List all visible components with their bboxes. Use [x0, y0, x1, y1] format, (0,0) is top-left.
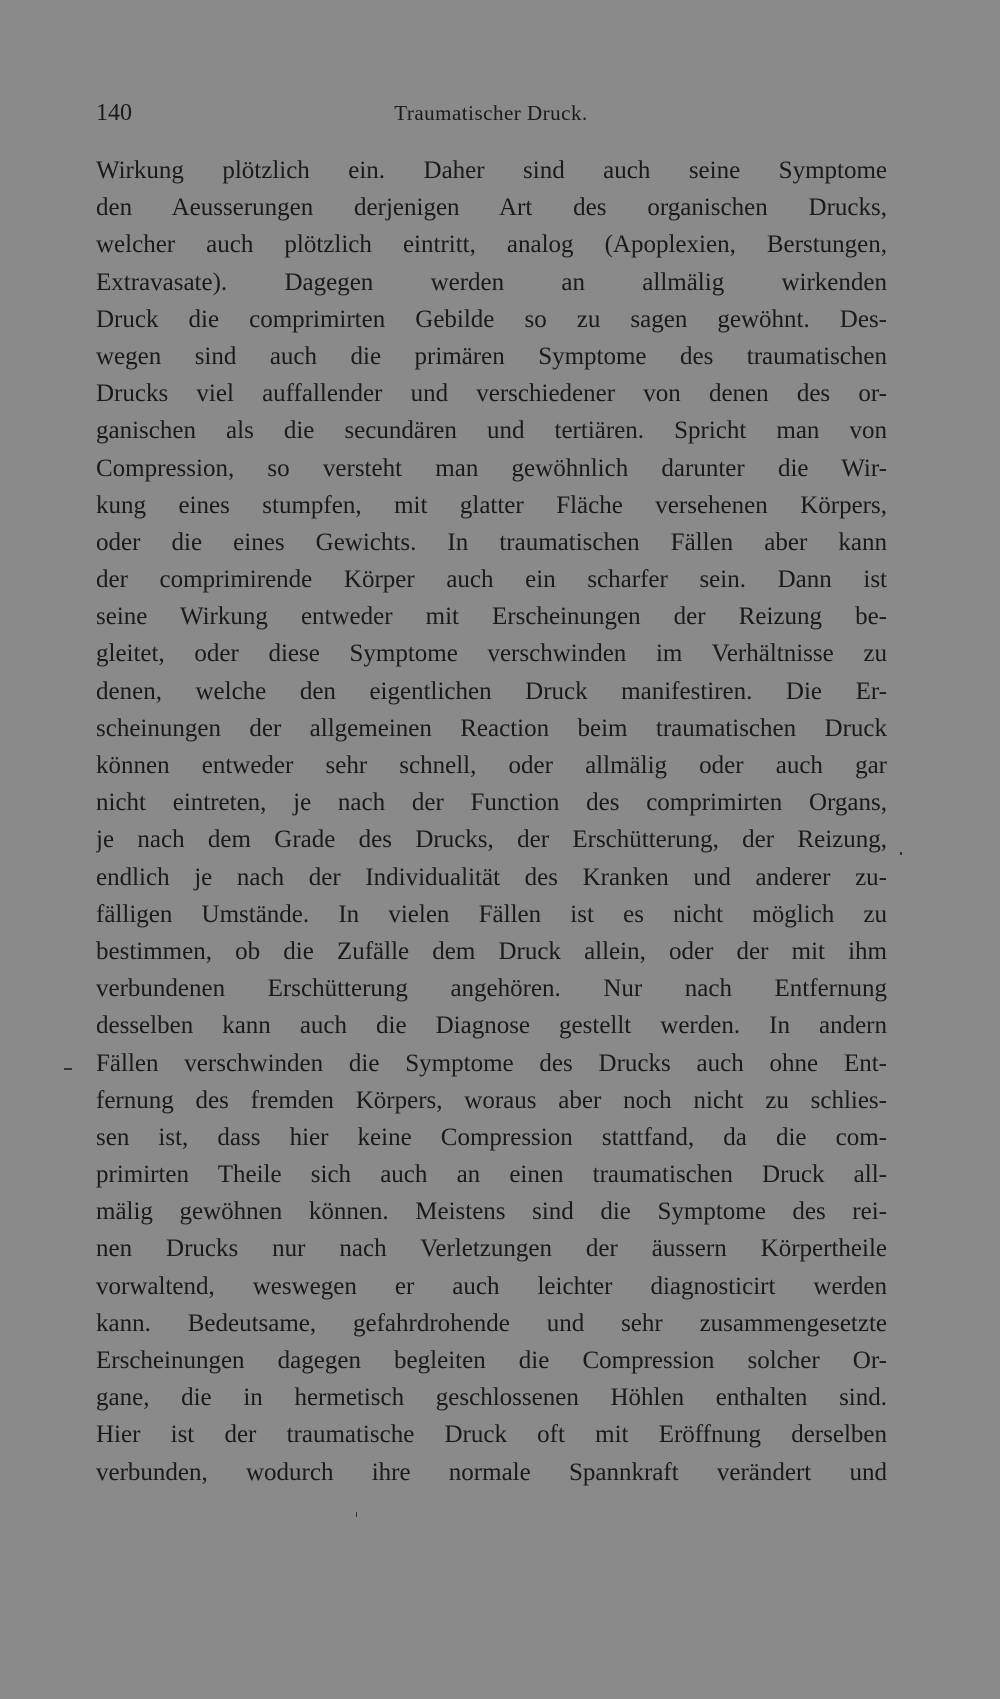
- text-line: verbundenen Erschütterung angehören. Nur nach Entfernung: [96, 975, 887, 1003]
- text-line: seine Wirkung entweder mit Erscheinungen der Reizung be-: [96, 603, 887, 631]
- text-line: gleitet, oder diese Symptome verschwinden im Verhältnisse zu: [96, 640, 887, 668]
- text-line: Wirkung plötzlich ein. Daher sind auch seine Symptome: [96, 157, 887, 184]
- text-line: primirten Theile sich auch an einen traumatischen Druck all-: [96, 1161, 887, 1189]
- scan-speck: [900, 852, 902, 855]
- text-line: gane, die in hermetisch geschlossenen Höhlen enthalten sind.: [96, 1384, 887, 1412]
- text-line: bestimmen, ob die Zufälle dem Druck allein, oder der mit ihm: [96, 937, 887, 965]
- text-line: endlich je nach der Individualität des Kranken und anderer zu-: [96, 863, 887, 891]
- text-line: den Aeusserungen derjenigen Art des organischen Drucks,: [96, 194, 887, 222]
- scan-speck: [64, 1068, 72, 1070]
- text-line: denen, welche den eigentlichen Druck manifestiren. Die Er-: [96, 677, 887, 705]
- text-line: kung eines stumpfen, mit glatter Fläche versehenen Körpers,: [96, 491, 887, 519]
- page-number: 140: [96, 100, 132, 126]
- text-line: Erscheinungen dagegen begleiten die Compression solcher Or-: [96, 1347, 887, 1374]
- text-line: Compression, so versteht man gewöhnlich darunter die Wir-: [96, 454, 887, 482]
- text-line: je nach dem Grade des Drucks, der Erschütterung, der Reizung,: [96, 826, 887, 854]
- text-line: fernung des fremden Körpers, woraus aber noch nicht zu schlies-: [96, 1086, 887, 1114]
- text-line: scheinungen der allgemeinen Reaction beim traumatischen Druck: [96, 714, 887, 742]
- text-line: Drucks viel auffallender und verschiedener von denen des or-: [96, 380, 887, 408]
- text-line: nicht eintreten, je nach der Function des comprimirten Organs,: [96, 789, 887, 817]
- text-line: desselben kann auch die Diagnose gestellt werden. In andern: [96, 1012, 887, 1040]
- text-line: sen ist, dass hier keine Compression stattfand, da die com-: [96, 1123, 887, 1151]
- text-line: nen Drucks nur nach Verletzungen der äussern Körpertheile: [96, 1235, 887, 1263]
- text-line: wegen sind auch die primären Symptome des traumatischen: [96, 342, 887, 370]
- scan-speck: [356, 1512, 357, 1517]
- text-line: vorwaltend, weswegen er auch leichter diagnosticirt werden: [96, 1272, 887, 1300]
- text-line: mälig gewöhnen können. Meistens sind die Symptome des rei-: [96, 1198, 887, 1226]
- text-line: ganischen als die secundären und tertiären. Spricht man von: [96, 417, 887, 445]
- text-line: Fällen verschwinden die Symptome des Drucks auch ohne Ent-: [96, 1049, 887, 1077]
- text-line: oder die eines Gewichts. In traumatischen Fällen aber kann: [96, 528, 887, 556]
- text-line: der comprimirende Körper auch ein scharfer sein. Dann ist: [96, 566, 887, 594]
- text-line: Hier ist der traumatische Druck oft mit Eröffnung derselben: [96, 1421, 887, 1449]
- text-line: können entweder sehr schnell, oder allmälig oder auch gar: [96, 752, 887, 779]
- running-title: Traumatischer Druck.: [394, 101, 588, 125]
- text-line: welcher auch plötzlich eintritt, analog (Apoplexien, Berstungen,: [96, 231, 887, 259]
- text-line: kann. Bedeutsame, gefahrdrohende und sehr zusammengesetzte: [96, 1309, 887, 1337]
- text-line: Extravasate). Dagegen werden an allmälig wirkenden: [96, 268, 887, 296]
- text-line: verbunden, wodurch ihre normale Spannkraft verändert und: [96, 1458, 887, 1486]
- body-text: [96, 152, 887, 1491]
- text-line: Druck die comprimirten Gebilde so zu sagen gewöhnt. Des-: [96, 305, 887, 333]
- text-line: fälligen Umstände. In vielen Fällen ist es nicht möglich zu: [96, 900, 887, 928]
- page-header: [96, 96, 886, 130]
